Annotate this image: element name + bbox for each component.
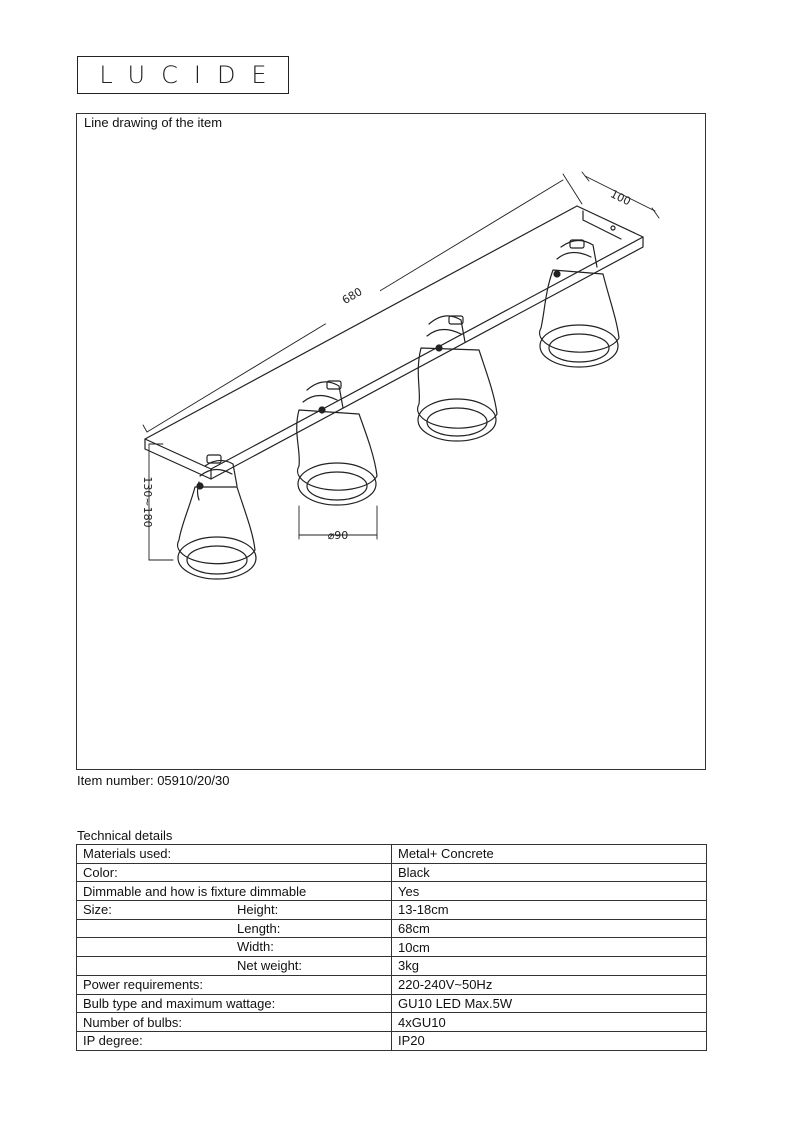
depth-dimension (582, 172, 659, 218)
spotlight-3 (418, 316, 497, 441)
spec-label: Color: (83, 865, 118, 881)
item-number: Item number: 05910/20/30 (77, 773, 230, 788)
spec-label: Size: (83, 902, 112, 918)
spec-value: 220-240V~50Hz (392, 975, 707, 994)
spec-value: 3kg (392, 957, 707, 976)
spec-value: Yes (392, 882, 707, 901)
spec-value: 13-18cm (392, 901, 707, 920)
brand-logo-text: LUCIDE (99, 61, 283, 89)
spec-value: 68cm (392, 919, 707, 938)
spotlight-4 (540, 240, 619, 367)
spec-label-cell (77, 901, 392, 920)
spec-row (77, 863, 707, 882)
spotlight-1 (178, 455, 256, 579)
spec-row (77, 994, 707, 1013)
spec-label-cell (77, 1031, 392, 1050)
height-dimension (141, 444, 173, 560)
spec-value: Black (392, 863, 707, 882)
spec-label-cell (77, 863, 392, 882)
spec-label-cell (77, 919, 392, 938)
spec-row (77, 845, 707, 864)
fixture-line-drawing (77, 114, 707, 771)
spec-value: 4xGU10 (392, 1013, 707, 1032)
spec-sublabel: Height: (237, 902, 279, 918)
spec-row (77, 938, 707, 957)
spotlight-2 (297, 381, 377, 505)
drawing-title: Line drawing of the item (84, 115, 223, 130)
spec-row (77, 1013, 707, 1032)
spec-label: Dimmable and how is fixture dimmable (83, 883, 307, 899)
spec-value: IP20 (392, 1031, 707, 1050)
height-dimension-label: 130~180 (141, 476, 154, 528)
spec-label: Number of bulbs: (83, 1014, 182, 1030)
brand-logo (77, 56, 289, 94)
spec-value: Metal+ Concrete (392, 845, 707, 864)
length-dimension (143, 174, 582, 432)
rail-body (145, 206, 643, 479)
spec-row (77, 957, 707, 976)
spec-label: IP degree: (83, 1033, 143, 1049)
length-dimension-label: 680 (339, 285, 365, 307)
spec-label-cell (77, 994, 392, 1013)
spec-sublabel: Width: (237, 939, 274, 955)
spec-value: GU10 LED Max.5W (392, 994, 707, 1013)
spec-label-cell (77, 1013, 392, 1032)
depth-dimension-label: 100 (608, 187, 633, 209)
spec-label-cell (77, 845, 392, 864)
spec-row (77, 975, 707, 994)
spec-label: Bulb type and maximum wattage: (83, 995, 276, 1011)
spec-row (77, 1031, 707, 1050)
spec-row (77, 919, 707, 938)
spec-label-cell (77, 882, 392, 901)
header-rule (77, 93, 289, 94)
technical-details-title: Technical details (77, 828, 173, 843)
spec-label-cell (77, 957, 392, 976)
spec-label-cell (77, 938, 392, 957)
diameter-dimension-label: ⌀90 (327, 529, 349, 542)
spec-row (77, 882, 707, 901)
spec-label-cell (77, 975, 392, 994)
line-drawing-panel (76, 113, 706, 770)
spec-sublabel: Net weight: (237, 958, 303, 974)
spec-label: Materials used: (83, 846, 172, 862)
spec-label: Power requirements: (83, 977, 203, 993)
spec-value: 10cm (392, 938, 707, 957)
technical-details-table (76, 844, 707, 1051)
diameter-dimension (299, 506, 377, 542)
spec-sublabel: Length: (237, 920, 281, 936)
spec-row (77, 901, 707, 920)
